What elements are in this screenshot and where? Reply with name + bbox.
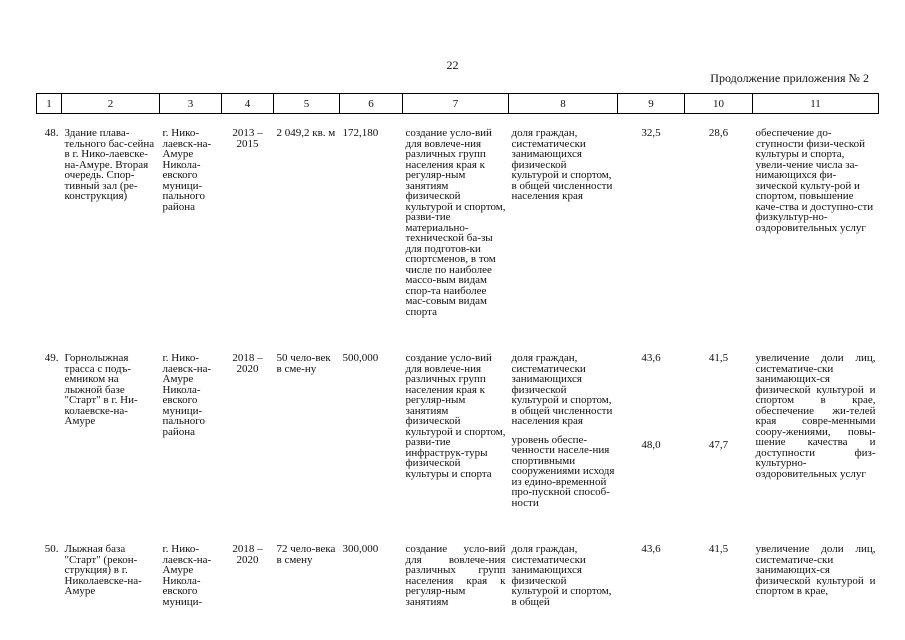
header-cell: 6 xyxy=(340,94,403,114)
indicator-values-col9 xyxy=(618,339,685,530)
project-goal: создание усло-вий для вовлече-ния различных групп населения края к регуляр-ным занятиям физической культурой и спортом, разви-тие инфраструк-туры физической культуры и спорта xyxy=(405,352,506,480)
indicator-name-2: уровень обеспе-ченности населе-ния спортивными сооружениями исходя из едино-временной про-пускной способ-ности xyxy=(511,433,615,509)
indicator-values-col10 xyxy=(685,339,753,530)
indicator-name: доля граждан, систематически занимающихся физической культурой и спортом, в общей численности населения края xyxy=(511,127,613,202)
indicator-value-col9: 32,5 xyxy=(641,127,661,139)
object-capacity: 2 049,2 кв. м xyxy=(276,127,336,139)
table-row xyxy=(37,114,879,340)
table-row xyxy=(37,339,879,530)
object-location: г. Нико-лаевск-на-Амуре Никола-евского муници- xyxy=(162,543,212,608)
expected-result: увеличение доли лиц, систематиче-ски занимающих-ся физической культурой и спортом в крае, обеспечение жи-телей края совре-менными соору-жениями, повы-шение качества и доступности физ-культурно-оздоровительных услуг xyxy=(755,352,876,480)
row-number: 49. xyxy=(44,352,59,364)
program-table xyxy=(36,93,879,607)
project-goal: создание усло-вий для вовлече-ния различных групп населения края к регуляр-ным занятиям xyxy=(405,543,506,608)
estimated-cost: 300,000 xyxy=(342,543,379,555)
project-goal: создание усло-вий для вовлече-ния различных групп населения края к регуляр-ным занятиям физической культурой и спортом, разви-тие материально-технической ба-зы для подготов-ки спортсменов, в том числе по наиболее массо-вым видам спор-та наиболее мас-совым видам спорта xyxy=(405,127,506,318)
object-name: Горнолыжная трасса с подъ-емником на лыжной базе "Старт" в г. Ни-колаевске-на-Амуре xyxy=(64,352,138,427)
indicator-name: доля граждан, систематически занимающихся физической культурой и спортом, в общей xyxy=(511,543,612,608)
header-cell: 7 xyxy=(403,94,509,114)
object-capacity: 72 чело-века в смену xyxy=(276,543,336,566)
object-location: г. Нико-лаевск-на-Амуре Никола-евского муници-пального района xyxy=(162,352,212,438)
construction-years: 2018 – 2020 xyxy=(232,352,263,375)
indicator-value-col10: 41,5 xyxy=(708,352,729,364)
indicator-name: доля граждан, систематически занимающихся физической культурой и спортом, в общей численности населения края xyxy=(511,352,613,427)
header-cell: 9 xyxy=(618,94,685,114)
table-row xyxy=(37,530,879,607)
indicator-cell xyxy=(509,339,618,530)
header-cell: 2 xyxy=(62,94,160,114)
header-cell: 11 xyxy=(753,94,879,114)
estimated-cost: 500,000 xyxy=(342,352,379,364)
expected-result: обеспечение до-ступности физи-ческой культуры и спорта, увели-чение числа за-нимающихся фи-зической культу-рой и спортом, повышение каче-ства и доступно-сти физкультур-но-оздоровительных услуг xyxy=(755,127,874,234)
indicator-value-col10: 28,6 xyxy=(708,127,729,139)
indicator-value-col9-2: 48,0 xyxy=(641,438,661,451)
row-number: 50. xyxy=(44,543,59,555)
indicator-value-col9: 43,6 xyxy=(641,352,661,364)
header-cell: 8 xyxy=(509,94,618,114)
header-cell: 5 xyxy=(274,94,340,114)
estimated-cost: 172,180 xyxy=(342,127,379,139)
header-cell: 3 xyxy=(160,94,222,114)
page-number: 22 xyxy=(446,58,459,72)
header-cell: 4 xyxy=(222,94,274,114)
indicator-value-col9: 43,6 xyxy=(641,543,661,555)
header-cell: 1 xyxy=(37,94,62,114)
row-number: 48. xyxy=(44,127,59,139)
header-cell: 10 xyxy=(685,94,753,114)
object-name: Здание плава-тельного бас-сейна в г. Нико-лаевске-на-Амуре. Вторая очередь. Спор-тивный зал (ре-конструкция) xyxy=(64,127,155,202)
indicator-value-col10: 41,5 xyxy=(708,543,729,555)
header-row xyxy=(37,94,879,114)
object-location: г. Нико-лаевск-на-Амуре Никола-евского муници-пального района xyxy=(162,127,212,213)
construction-years: 2018 – 2020 xyxy=(232,543,263,566)
expected-result: увеличение доли лиц, систематиче-ски занимающих-ся физической культурой и спортом в крае, xyxy=(755,543,876,597)
object-capacity: 50 чело-век в сме-ну xyxy=(276,352,331,375)
construction-years: 2013 – 2015 xyxy=(232,127,263,150)
indicator-value-col10-2: 47,7 xyxy=(708,438,729,451)
object-name: Лыжная база "Старт" (рекон-струкция) в г. Николаевске-на-Амуре xyxy=(64,543,142,597)
continuation-label: Продолжение приложения № 2 xyxy=(710,71,869,85)
